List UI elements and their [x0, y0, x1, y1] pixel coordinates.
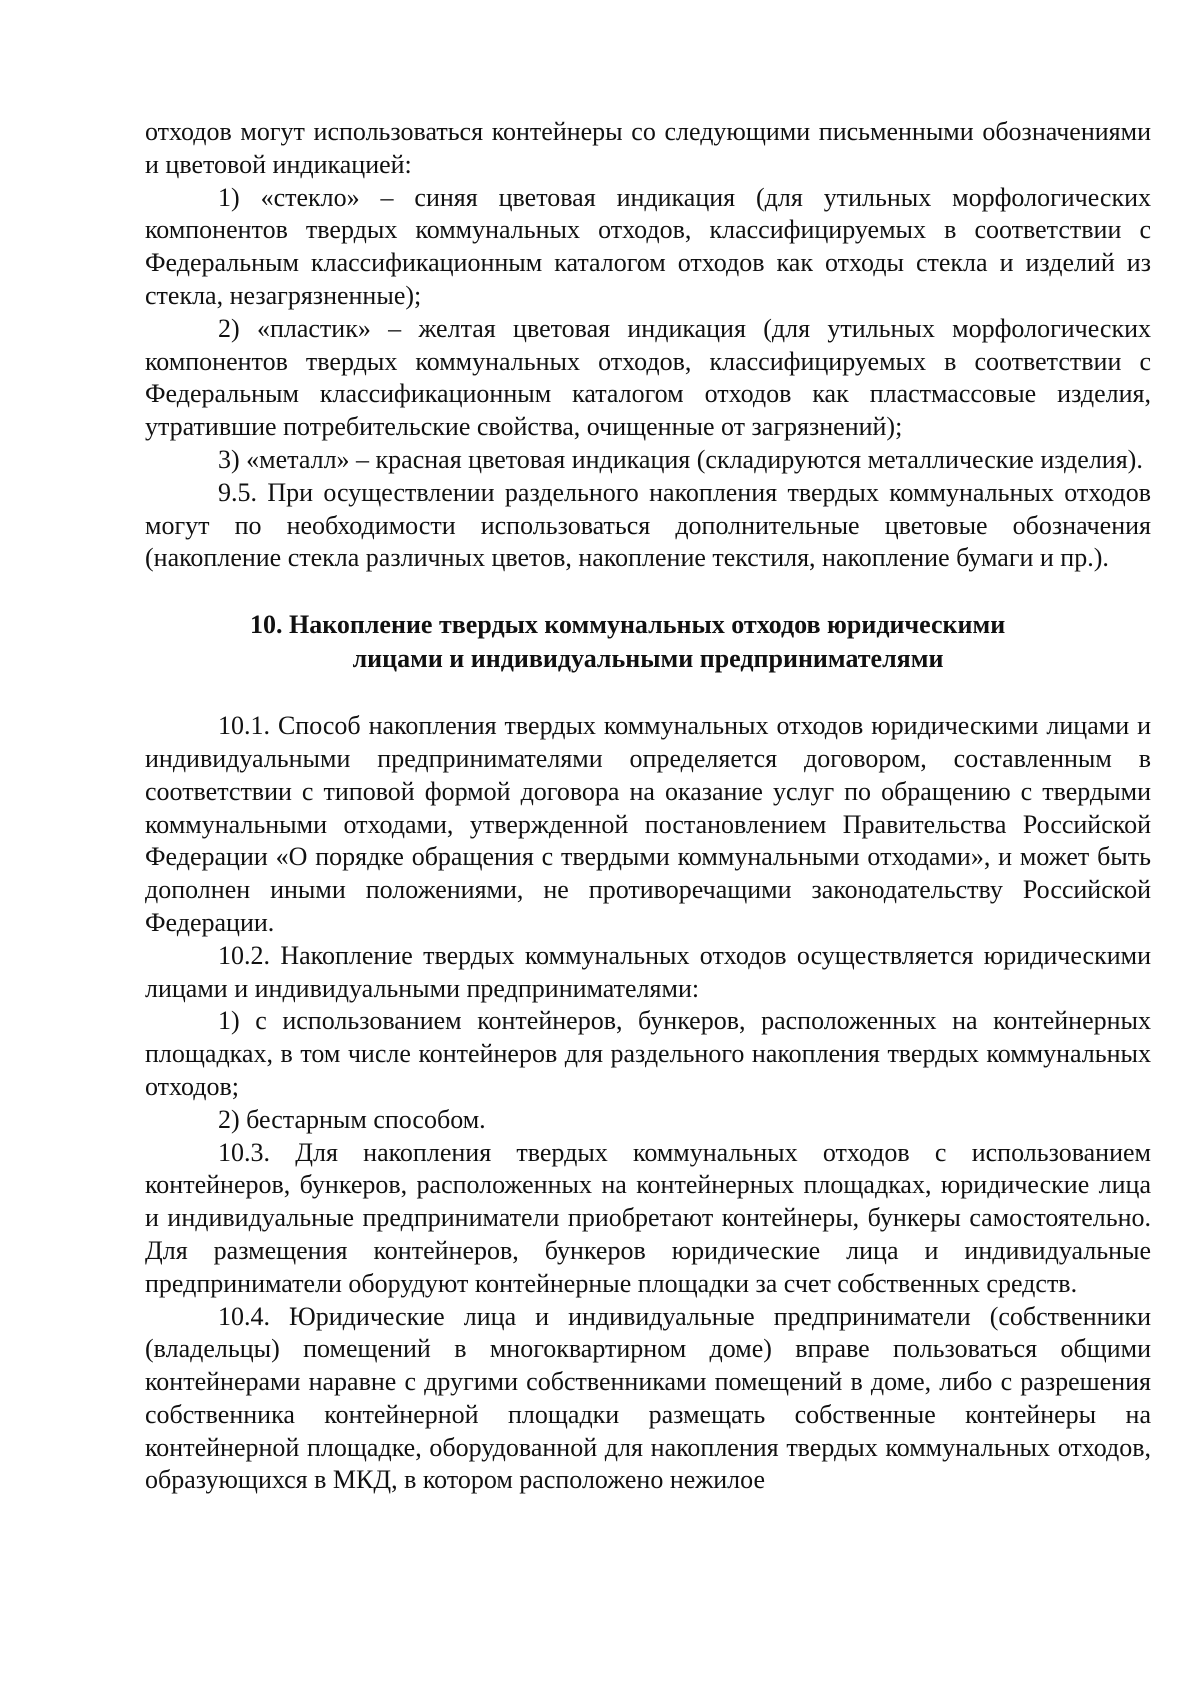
clause-10-1: 10.1. Способ накопления твердых коммунальных отходов юридическими лицами и индивидуальными предпринимателями определяется договором, составленным в соответствии с типовой формой договора на оказание услуг по обращению с твердыми коммунальными отходами, утвержденной постановлением Правительства Российской Федерации «О порядке обращения с твердыми коммунальными отходами», и может быть дополнен иными положениями, не противоречащими законодательству Российской Федерации.: [145, 711, 1151, 937]
list-item-metal: 3) «металл» – красная цветовая индикация (складируются металлические изделия).: [218, 444, 1143, 474]
clause-9-5: 9.5. При осуществлении раздельного накопления твердых коммунальных отходов могут по необходимости использоваться дополнительные цветовые обозначения (накопление стекла различных цветов, накопление текстиля, накопление бумаги и пр.).: [145, 477, 1151, 573]
list-item-plastic: 2) «пластик» – желтая цветовая индикация (для утильных морфологических компонентов твердых коммунальных отходов, классифицируемых в соответствии с Федеральным классификационным каталогом отходов как пластмассовые изделия, утратившие потребительские свойства, очищенные от загрязнений);: [145, 313, 1151, 442]
clause-10-4: 10.4. Юридические лица и индивидуальные предприниматели (собственники (владельцы) помещений в многоквартирном доме) вправе пользоваться общими контейнерами наравне с другими собственниками помещений в доме, либо с разрешения собственника контейнерной площадки размещать собственные контейнеры на контейнерной площадке, оборудованной для накопления твердых коммунальных отходов, образующихся в МКД, в котором расположено нежилое: [145, 1301, 1151, 1495]
section-heading: [145, 608, 1151, 676]
section-heading-line-1: 10. Накопление твердых коммунальных отходов юридическими: [250, 610, 1006, 640]
clause-10-2-2: 2) бестарным способом.: [218, 1104, 486, 1134]
clause-10-3: 10.3. Для накопления твердых коммунальных отходов с использованием контейнеров, бункеров, расположенных на контейнерных площадках, юридические лица и индивидуальные предприниматели приобретают контейнеры, бункеры самостоятельно. Для размещения контейнеров, бункеров юридические лица и индивидуальные предприниматели оборудуют контейнерные площадки за счет собственных средств.: [145, 1137, 1151, 1298]
paragraph-intro: отходов могут использоваться контейнеры со следующими письменными обозначениями и цветовой индикацией:: [145, 117, 1151, 179]
list-item-glass: 1) «стекло» – синяя цветовая индикация (для утильных морфологических компонентов твердых коммунальных отходов, классифицируемых в соответствии с Федеральным классификационным каталогом отходов как отходы стекла и изделий из стекла, незагрязненные);: [145, 182, 1151, 310]
document-page: [145, 116, 1151, 1497]
clause-10-2-1: 1) с использованием контейнеров, бункеров, расположенных на контейнерных площадках, в том числе контейнеров для раздельного накопления твердых коммунальных отходов;: [145, 1006, 1151, 1101]
clause-10-2: 10.2. Накопление твердых коммунальных отходов осуществляется юридическими лицами и индивидуальными предпринимателями:: [145, 940, 1151, 1003]
section-heading-line-2: лицами и индивидуальными предпринимателями: [352, 644, 944, 674]
